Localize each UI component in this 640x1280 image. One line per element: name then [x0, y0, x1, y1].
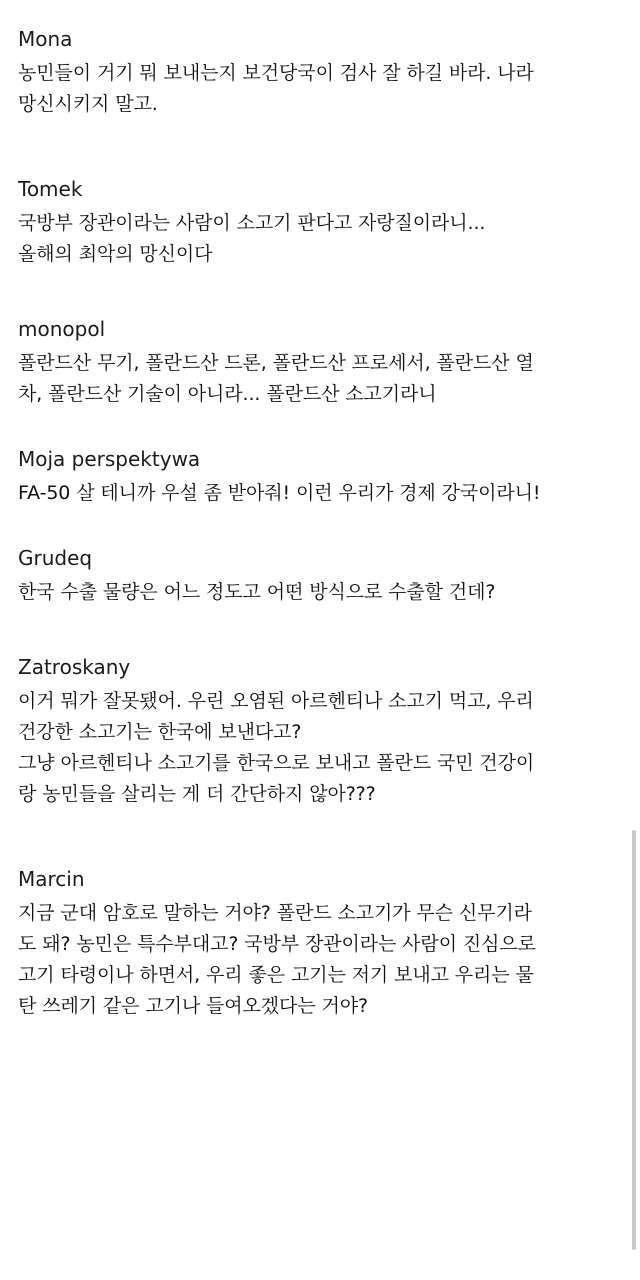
comment-author: Zatroskany	[18, 655, 131, 679]
comment-text-line: 랑 농민들을 살리는 게 더 간단하지 않아???	[18, 783, 376, 805]
comment-text-line: 망신시키지 말고.	[18, 93, 158, 115]
comment-text-line: 폴란드산 무기, 폴란드산 드론, 폴란드산 프로세서, 폴란드산 열	[18, 352, 534, 374]
comment-author: Tomek	[18, 177, 83, 201]
comment-text-line: 지금 군대 암호로 말하는 거야? 폴란드 소고기가 무슨 신무기라	[18, 902, 532, 924]
comment-item	[18, 316, 622, 410]
comment-item	[18, 654, 622, 810]
comment-text-line: 이거 뭐가 잘못됐어. 우린 오염된 아르헨티나 소고기 먹고, 우리	[18, 690, 534, 712]
comment-text-line: 농민들이 거기 뭐 보내는지 보건당국이 검사 잘 하길 바라. 나라	[18, 62, 534, 84]
comment-item	[18, 176, 622, 270]
comment-author: Marcin	[18, 867, 85, 891]
comment-author: Mona	[18, 27, 73, 51]
comment-author: monopol	[18, 317, 106, 341]
comment-text-line: 도 돼? 농민은 특수부대고? 국방부 장관이라는 사람이 진심으로	[18, 933, 536, 955]
comment-text-line: 건강한 소고기는 한국에 보낸다고?	[18, 721, 302, 743]
comment-text-line: 탄 쓰레기 같은 고기나 들여오겠다는 거야?	[18, 995, 369, 1017]
comment-text-line: 한국 수출 물량은 어느 정도고 어떤 방식으로 수출할 건데?	[18, 581, 496, 603]
comment-author: Grudeq	[18, 546, 93, 570]
comment-text-line: FA-50 살 테니까 우설 좀 받아줘! 이런 우리가 경제 강국이라니!	[18, 482, 541, 504]
comment-text-line: 국방부 장관이라는 사람이 소고기 판다고 자랑질이라니...	[18, 212, 486, 234]
comment-item	[18, 866, 622, 1022]
comment-text-line: 올해의 최악의 망신이다	[18, 243, 213, 265]
comment-item	[18, 545, 622, 608]
scrollbar-thumb[interactable]	[632, 830, 636, 1250]
comment-text-line: 그냥 아르헨티나 소고기를 한국으로 보내고 폴란드 국민 건강이	[18, 752, 535, 774]
comment-item	[18, 446, 622, 509]
scrollbar-track[interactable]	[634, 0, 638, 1280]
comment-text-line: 차, 폴란드산 기술이 아니라... 폴란드산 소고기라니	[18, 383, 437, 405]
comment-item	[18, 26, 622, 120]
comment-text-line: 고기 타령이나 하면서, 우리 좋은 고기는 저기 보내고 우리는 물	[18, 964, 534, 986]
comment-author: Moja perspektywa	[18, 447, 201, 471]
